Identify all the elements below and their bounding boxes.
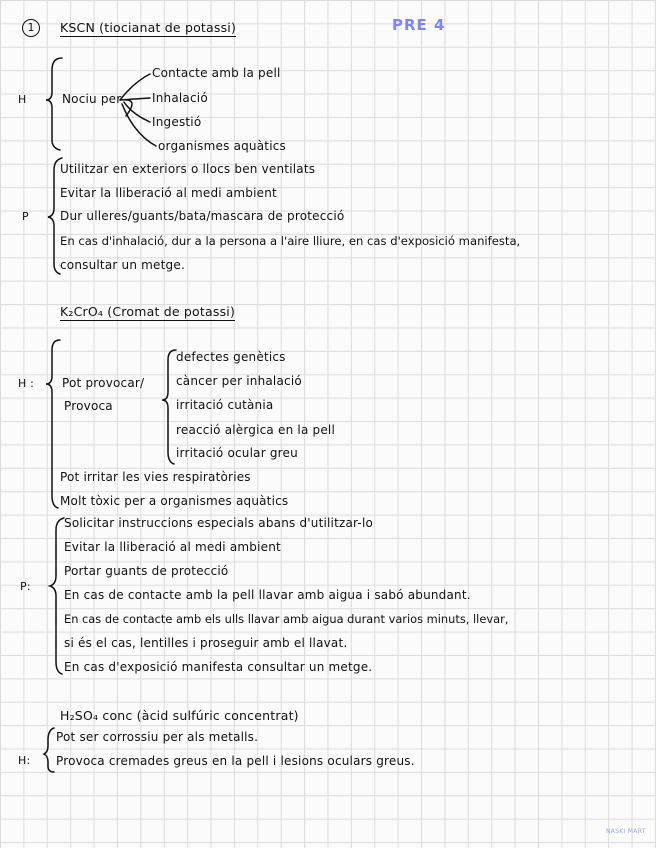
section2-h-item: irritació ocular greu bbox=[176, 446, 298, 460]
section1-p-line: Evitar la lliberació al medi ambient bbox=[60, 186, 277, 200]
section3-h-line: Pot ser corrossiu per als metalls. bbox=[56, 730, 259, 744]
section3-h-line: Provoca cremades greus en la pell i lesions oculars greus. bbox=[56, 754, 415, 768]
section2-title: K₂CrO₄ (Cromat de potassi) bbox=[60, 304, 236, 319]
section2-p-line: Evitar la lliberació al medi ambient bbox=[64, 540, 281, 554]
section2-p-line: En cas d'exposició manifesta consultar un metge. bbox=[64, 660, 373, 674]
section1-p-line: Dur ulleres/guants/bata/mascara de protecció bbox=[60, 209, 345, 223]
section1-p-line: Utilitzar en exteriors o llocs ben ventilats bbox=[60, 162, 316, 176]
nociu-item: Ingestió bbox=[152, 115, 202, 129]
watermark: NASKI MART bbox=[606, 828, 646, 835]
nociu-item: Contacte amb la pell bbox=[152, 66, 281, 80]
provoca-label: Provoca bbox=[64, 399, 113, 413]
section2-p-line: En cas de contacte amb la pell llavar amb aigua i sabó abundant. bbox=[64, 588, 471, 602]
section2-h-extra: Molt tòxic per a organismes aquàtics bbox=[60, 494, 289, 508]
section3-title: H₂SO₄ conc (àcid sulfúric concentrat) bbox=[60, 708, 299, 723]
nociu-item: Inhalació bbox=[152, 91, 208, 105]
section1-p-line: En cas d'inhalació, dur a la persona a l'aire lliure, en cas d'exposició manifesta, bbox=[60, 234, 521, 248]
section2-p-line: Portar guants de protecció bbox=[64, 564, 229, 578]
section2-p-label: P: bbox=[20, 580, 31, 593]
section1-title: KSCN (tiocianat de potassi) bbox=[60, 20, 237, 35]
section2-h-label: H : bbox=[18, 377, 35, 390]
section1-p-line: consultar un metge. bbox=[60, 258, 185, 272]
section1-p-label: P bbox=[22, 210, 29, 223]
nociu-label: Nociu per bbox=[62, 92, 122, 106]
section2-p-line: En cas de contacte amb els ulls llavar amb aigua durant varios minuts, llevar, bbox=[64, 612, 509, 626]
section2-h-item: reacció alèrgica en la pell bbox=[176, 423, 335, 437]
section2-h-item: irritació cutània bbox=[176, 398, 274, 412]
section2-h-item: defectes genètics bbox=[176, 350, 286, 364]
section2-h-extra: Pot irritar les vies respiratòries bbox=[60, 470, 251, 484]
page-tag: PRE 4 bbox=[392, 16, 446, 34]
pot-provocar-label: Pot provocar/ bbox=[62, 376, 145, 390]
section3-h-label: H: bbox=[18, 754, 31, 767]
section2-h-item: càncer per inhalació bbox=[176, 374, 302, 388]
section-number-badge: 1 bbox=[22, 19, 40, 37]
section1-h-label: H bbox=[18, 93, 27, 106]
section2-p-line: Solicitar instruccions especials abans d'utilitzar-lo bbox=[64, 516, 374, 530]
section2-p-line: si és el cas, lentilles i proseguir amb el llavat. bbox=[64, 636, 348, 650]
nociu-item: organismes aquàtics bbox=[158, 139, 286, 153]
